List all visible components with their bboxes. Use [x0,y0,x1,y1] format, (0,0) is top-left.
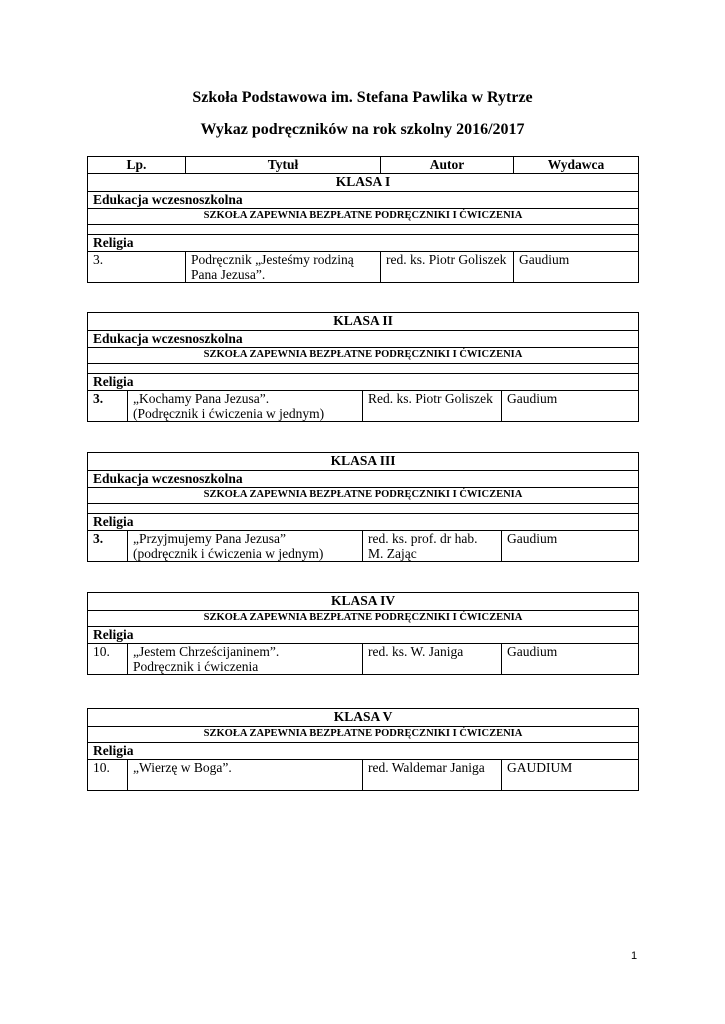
spacer-row [88,504,639,514]
entry-tytul [128,531,363,562]
klasa-4-table [87,592,639,675]
klasa-3-section-edukacja: Edukacja wczesnoszkolna [88,471,639,488]
entry-tytul-line1: „Kochamy Pana Jezusa”. [133,391,270,406]
entry-lp: 10. [88,760,128,791]
klasa-5-heading: KLASA V [88,709,639,727]
klasa-4-heading: KLASA IV [88,593,639,611]
klasa-3-table [87,452,639,562]
entry-autor: red. Waldemar Janiga [363,760,502,791]
entry-tytul [128,391,363,422]
entry-autor: red. ks. prof. dr hab. M. Zając [363,531,502,562]
header-tytul: Tytuł [186,157,381,174]
table-row [88,644,639,675]
spacer-row [88,225,639,235]
klasa-3-section-religia: Religia [88,514,639,531]
klasa-5-free-textbooks-note: SZKOŁA ZAPEWNIA BEZPŁATNE PODRĘCZNIKI I ĆWICZENIA [88,727,639,743]
klasa-1-section-religia: Religia [88,235,639,252]
klasa-2-heading: KLASA II [88,313,639,331]
klasa-3-heading: KLASA III [88,453,639,471]
entry-tytul-line2: (podręcznik i ćwiczenia w jednym) [133,546,324,561]
klasa-3-free-textbooks-note: SZKOŁA ZAPEWNIA BEZPŁATNE PODRĘCZNIKI I ĆWICZENIA [88,488,639,504]
table-row [88,252,639,283]
entry-tytul-line1: „Jestem Chrześcijaninem”. [133,644,280,659]
klasa-2-free-textbooks-note: SZKOŁA ZAPEWNIA BEZPŁATNE PODRĘCZNIKI I ĆWICZENIA [88,348,639,364]
textbook-list-title: Wykaz podręczników na rok szkolny 2016/2017 [200,121,525,138]
entry-autor: Red. ks. Piotr Goliszek [363,391,502,422]
entry-wydawca: Gaudium [502,391,639,422]
klasa-2-section-edukacja: Edukacja wczesnoszkolna [88,331,639,348]
header-lp: Lp. [88,157,186,174]
klasa-1-heading: KLASA I [88,174,639,192]
klasa-4-section-religia: Religia [88,627,639,644]
entry-wydawca: GAUDIUM [502,760,639,791]
klasa-5-table [87,708,639,791]
klasa-5-section-religia: Religia [88,743,639,760]
entry-tytul-line2: (Podręcznik i ćwiczenia w jednym) [133,406,325,421]
entry-lp: 3. [88,252,186,283]
entry-lp: 3. [88,531,128,562]
klasa-2-table [87,312,639,422]
entry-lp: 3. [88,391,128,422]
school-name-title: Szkoła Podstawowa im. Stefana Pawlika w Rytrze [192,89,533,106]
entry-autor: red. ks. W. Janiga [363,644,502,675]
spacer-row [88,364,639,374]
entry-tytul [128,644,363,675]
entry-wydawca: Gaudium [502,644,639,675]
entry-autor: red. ks. Piotr Goliszek [381,252,514,283]
entry-wydawca: Gaudium [502,531,639,562]
page-number: 1 [631,950,638,962]
klasa-2-section-religia: Religia [88,374,639,391]
entry-wydawca: Gaudium [514,252,639,283]
entry-tytul-line2: Podręcznik i ćwiczenia [133,659,259,674]
table-header-row [88,157,639,174]
header-wydawca: Wydawca [514,157,639,174]
klasa-4-free-textbooks-note: SZKOŁA ZAPEWNIA BEZPŁATNE PODRĘCZNIKI I ĆWICZENIA [88,611,639,627]
klasa-1-table [87,156,639,283]
header-autor: Autor [381,157,514,174]
entry-lp: 10. [88,644,128,675]
table-row [88,391,639,422]
klasa-1-section-edukacja: Edukacja wczesnoszkolna [88,192,639,209]
entry-tytul: Podręcznik „Jesteśmy rodziną Pana Jezusa”. [186,252,381,283]
table-row [88,760,639,791]
entry-tytul-line1: „Przyjmujemy Pana Jezusa” [133,531,286,546]
entry-tytul: „Wierzę w Boga”. [128,760,363,791]
table-row [88,531,639,562]
klasa-1-free-textbooks-note: SZKOŁA ZAPEWNIA BEZPŁATNE PODRĘCZNIKI I ĆWICZENIA [88,209,639,225]
